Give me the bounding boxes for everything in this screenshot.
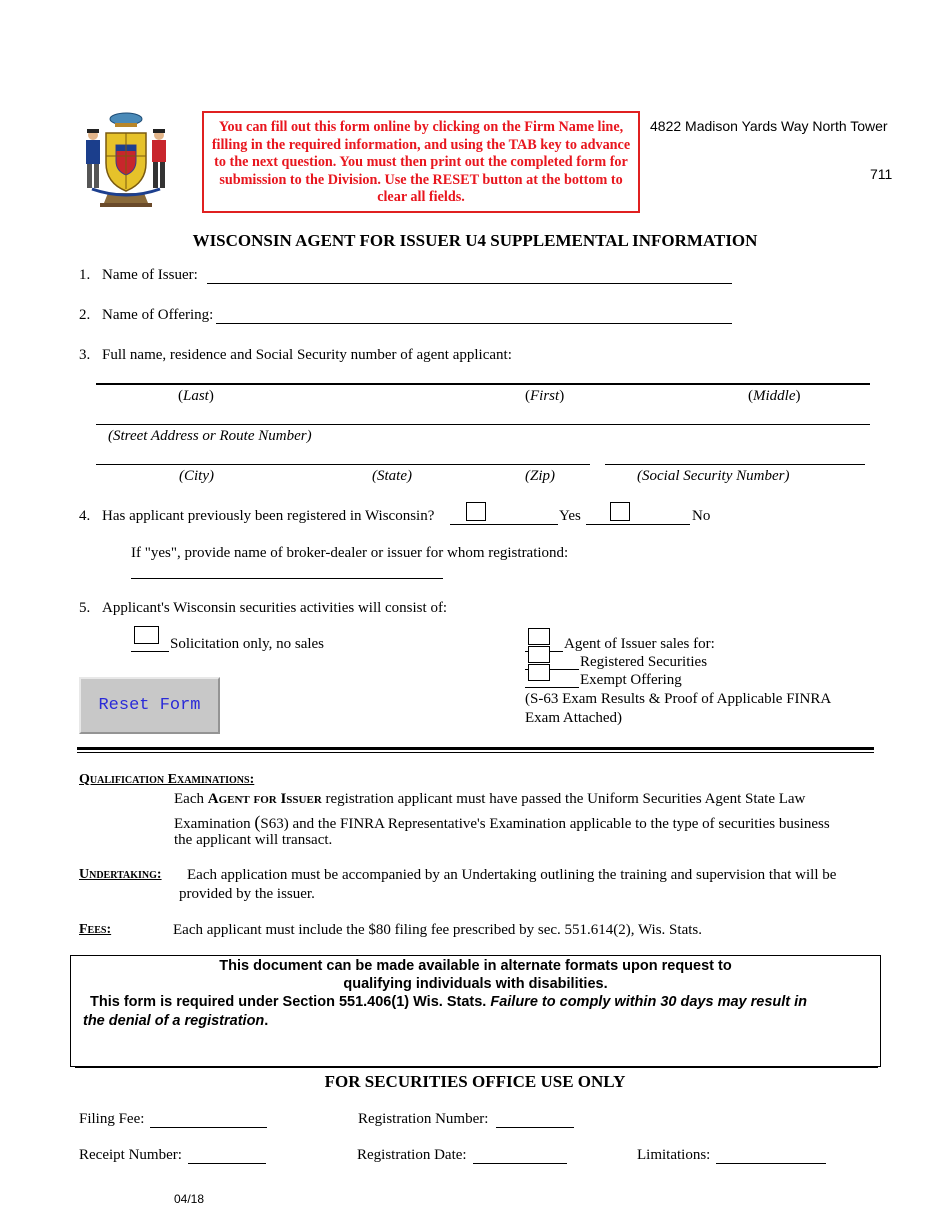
q1-label: Name of Issuer:: [102, 267, 198, 283]
box-bottom-rule: [75, 1066, 878, 1068]
q4-number: 4.: [79, 508, 91, 524]
q3-label: Full name, residence and Social Security number of agent applicant:: [102, 347, 512, 363]
no-label: No: [692, 508, 711, 524]
registration-date-label: Registration Date:: [357, 1147, 467, 1163]
q4-label: Has applicant previously been registered in Wisconsin?: [102, 508, 435, 524]
issuer-name-field[interactable]: [207, 283, 732, 284]
exam-note-line1: (S-63 Exam Results & Proof of Applicable FINRA: [525, 691, 832, 707]
ssn-field[interactable]: [605, 464, 865, 465]
undertaking-line2: provided by the issuer.: [179, 886, 315, 902]
city-caption: (City): [179, 468, 214, 484]
qualification-line3: the applicant will transact.: [174, 832, 333, 848]
broker-dealer-field[interactable]: [131, 578, 443, 579]
registered-securities-checkbox[interactable]: [528, 646, 550, 663]
city-state-zip-field[interactable]: [96, 464, 590, 465]
instructions-notice: You can fill out this form online by clicking on the Firm Name line, filling in the required information, and using the TAB key to advance to the next question. You must then print out the completed form for submission to the Division. Use the RESET button at the bottom to clear all fields.: [202, 111, 640, 213]
registration-number-label: Registration Number:: [358, 1111, 489, 1127]
qualification-line1: Each Agent for Issuer registration applicant must have passed the Uniform Securities Agent State Law: [174, 791, 806, 807]
q4-followup-label: If "yes", provide name of broker-dealer or issuer for whom registrationd:: [131, 545, 569, 561]
q2-number: 2.: [79, 307, 91, 323]
agent-sales-label: Agent of Issuer sales for:: [564, 636, 715, 652]
registration-date-field[interactable]: [473, 1163, 567, 1164]
solicitation-checkbox[interactable]: [134, 626, 159, 644]
ssn-caption: (Social Security Number): [637, 468, 790, 484]
first-name-caption: (First): [525, 388, 565, 404]
limitations-label: Limitations:: [637, 1147, 711, 1163]
full-name-field[interactable]: [96, 383, 870, 385]
accessibility-line4: the denial of a registration.: [83, 1013, 269, 1029]
accessibility-line2: qualifying individuals with disabilities.: [343, 976, 608, 992]
q3-number: 3.: [79, 347, 91, 363]
yes-checkbox[interactable]: [466, 502, 486, 521]
middle-name-caption: (Middle): [748, 388, 801, 404]
address-number: 711: [870, 166, 893, 182]
street-address-field[interactable]: [96, 424, 870, 425]
accessibility-line1: This document can be made available in alternate formats upon request to: [219, 958, 732, 974]
q1-number: 1.: [79, 267, 91, 283]
no-checkbox[interactable]: [610, 502, 630, 521]
solicitation-label: Solicitation only, no sales: [170, 636, 325, 652]
receipt-number-label: Receipt Number:: [79, 1147, 182, 1163]
exam-note-line2: Exam Attached): [525, 710, 623, 726]
agent-sales-checkbox[interactable]: [528, 628, 550, 645]
registration-number-field[interactable]: [496, 1127, 574, 1128]
q5-number: 5.: [79, 600, 91, 616]
filing-fee-label: Filing Fee:: [79, 1111, 145, 1127]
qualification-heading: Qualification Examinations:: [79, 772, 255, 787]
solicitation-underline: [131, 651, 169, 652]
reset-form-button[interactable]: Reset Form: [79, 677, 220, 734]
yes-underline: [450, 524, 558, 525]
no-underline: [586, 524, 690, 525]
limitations-field[interactable]: [716, 1163, 826, 1164]
street-caption: (Street Address or Route Number): [108, 428, 312, 444]
accessibility-line3: This form is required under Section 551.406(1) Wis. Stats. Failure to comply within 30 days may result in: [90, 994, 808, 1010]
yes-label: Yes: [559, 508, 581, 524]
fees-heading: Fees:: [79, 922, 112, 937]
zip-caption: (Zip): [525, 468, 555, 484]
page-title: WISCONSIN AGENT FOR ISSUER U4 SUPPLEMENTAL INFORMATION: [192, 231, 758, 250]
address-line: 4822 Madison Yards Way North Tower: [650, 118, 888, 134]
offering-name-field[interactable]: [216, 323, 732, 324]
wisconsin-seal-logo: [78, 111, 174, 209]
section-divider-thin: [77, 752, 874, 753]
section-divider: [77, 747, 874, 750]
last-name-caption: (Last): [178, 388, 214, 404]
office-use-heading: FOR SECURITIES OFFICE USE ONLY: [324, 1072, 626, 1091]
exempt-offering-checkbox[interactable]: [528, 664, 550, 681]
undertaking-line1: Each application must be accompanied by an Undertaking outlining the training and supervision that will be: [187, 867, 837, 883]
q2-label: Name of Offering:: [102, 307, 214, 323]
undertaking-heading: Undertaking:: [79, 867, 162, 882]
fees-text: Each applicant must include the $80 filing fee prescribed by sec. 551.614(2), Wis. Stats.: [173, 922, 702, 938]
exempt-offering-label: Exempt Offering: [580, 672, 682, 688]
receipt-number-field[interactable]: [188, 1163, 266, 1164]
exempt-underline: [525, 687, 579, 688]
form-date: 04/18: [174, 1192, 205, 1206]
q5-label: Applicant's Wisconsin securities activities will consist of:: [102, 600, 448, 616]
filing-fee-field[interactable]: [150, 1127, 267, 1128]
state-caption: (State): [372, 468, 412, 484]
qualification-line2: Examination (S63) and the FINRA Representative's Examination applicable to the type of securities business: [174, 812, 830, 832]
registered-securities-label: Registered Securities: [580, 654, 708, 670]
